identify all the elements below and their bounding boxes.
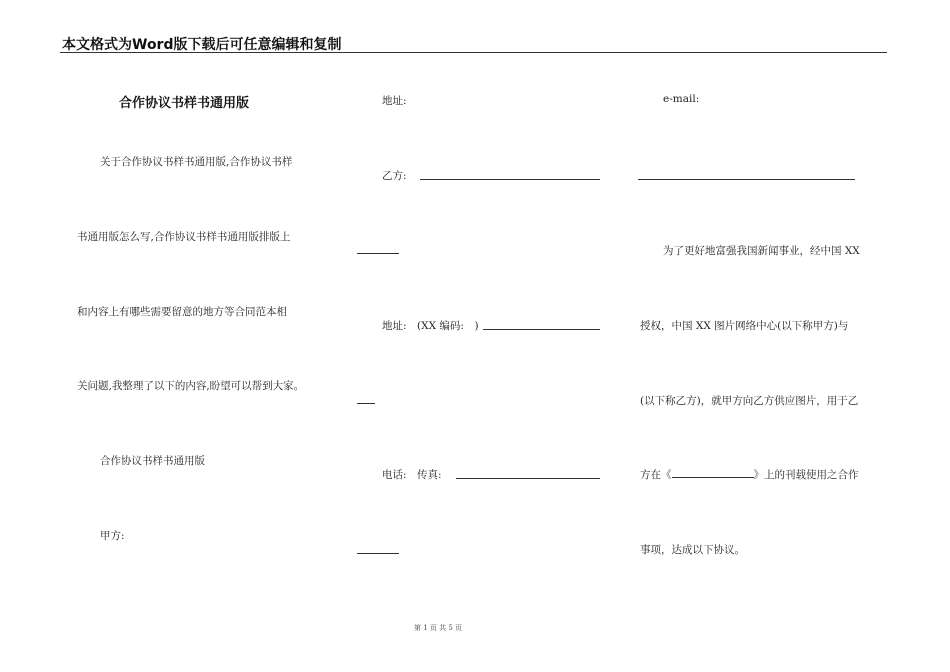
party-b-fill-line [420,179,600,180]
page-number: 第 1 页 共 5 页 [414,624,463,632]
publication-name-blank [672,468,754,478]
phone-fax-label: 电话: 传真: [382,469,442,481]
header-divider [60,52,887,53]
intro-line-1: 关于合作协议书样书通用版,合作协议书样 [100,156,293,168]
agreement-line-3: (以下称乙方)，就甲方向乙方供应图片，用于乙 [640,395,859,407]
intro-line-3: 和内容上有哪些需要留意的地方等合同范本相 [77,306,287,318]
email-label: e-mail: [663,93,700,105]
agreement-line-5: 事项，达成以下协议。 [640,544,745,556]
email-fill-line [638,179,855,180]
agreement-line-1: 为了更好地富强我国新闻事业，经中国 XX [663,245,860,257]
agreement-line-4 [640,467,859,482]
agreement-line-4-start: 方在《 [640,469,672,481]
address-label-1: 地址: [382,95,407,107]
fax-fill-line [456,478,600,479]
header-banner: 本文格式为Word版下载后可任意编辑和复制 [62,37,342,53]
fax-fill-line-cont [357,553,399,554]
intro-line-2: 书通用版怎么写,合作协议书样书通用版排版上 [77,231,291,243]
party-a-label: 甲方: [100,530,125,542]
agreement-line-2: 授权，中国 XX 图片网络中心(以下称甲方)与 [640,320,849,332]
section-subtitle: 合作协议书样书通用版 [100,455,205,467]
address-fill-line [483,329,600,330]
address-code-label: 地址: (XX 编码: ) [382,320,479,332]
address-fill-line-cont [357,403,375,404]
party-b-fill-line-cont [357,253,399,254]
document-title: 合作协议书样书通用版 [119,96,250,111]
intro-line-4: 关问题,我整理了以下的内容,盼望可以帮到大家。 [77,380,305,392]
agreement-line-4-end: 》上的刊载使用之合作 [753,469,859,481]
party-b-label: 乙方: [382,170,407,182]
